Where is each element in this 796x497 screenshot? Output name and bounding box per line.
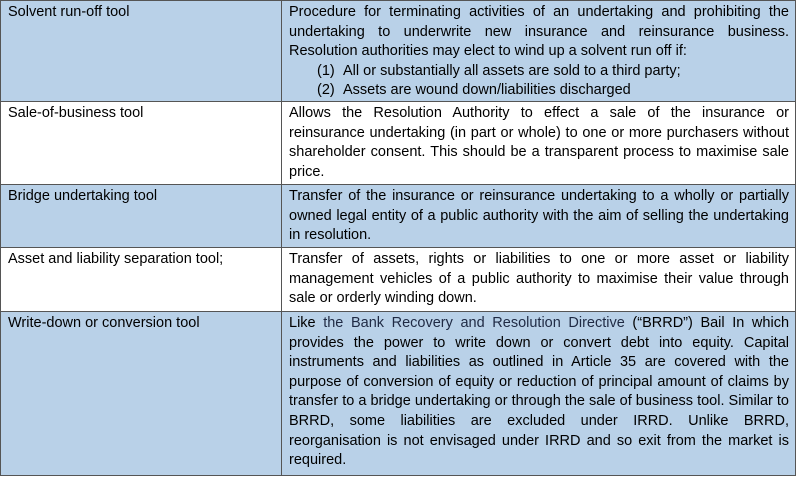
table-row <box>1 248 796 312</box>
table-row <box>1 102 796 185</box>
list-item-number: (2) <box>317 82 335 99</box>
table-row <box>1 1 796 102</box>
tool-name-cell: Write-down or conversion tool <box>1 312 282 476</box>
tool-description-cell: Allows the Resolution Authority to effect a sale of the insurance or reinsurance undertaking (in part or whole) to one or more purchasers without shareholder consent. This should be a transparent process to maximise sale price. <box>282 102 796 185</box>
list-item-text: Assets are wound down/liabilities discharged <box>343 82 631 99</box>
brrd-reference: the Bank Recovery and Resolution Directive <box>323 315 625 331</box>
list-item-text: All or substantially all assets are sold to a third party; <box>343 62 681 79</box>
description-prefix: Like <box>289 315 324 331</box>
tool-description-cell <box>282 1 796 102</box>
tool-description-cell <box>282 312 796 476</box>
table-row <box>1 312 796 476</box>
tool-description-cell: Transfer of assets, rights or liabilities to one or more asset or liability management vehicles of a public authority to maximise their value through sale or orderly winding down. <box>282 248 796 312</box>
description-rest: (“BRRD”) Bail In which provides the power to write down or convert debt into equity. Capital instruments and liabilities as outlined in Article 35 are covered with the purpose of conversion of equity or reduction of principal amount of claims by transfer to a bridge undertaking or through the sale of business tool. Similar to BRRD, some liabilities are excluded under IRRD. Unlike BRRD, reorganisation is not envisaged under IRRD and so exit from the market is required. <box>289 315 790 469</box>
tool-name-cell: Solvent run-off tool <box>1 1 282 102</box>
condition-list <box>289 62 789 101</box>
description-text: Procedure for terminating activities of an undertaking and prohibiting the undertaking to underwrite new insurance and reinsurance business. Resolution authorities may elect to wind up a solvent run off if: <box>289 4 789 60</box>
tool-name-cell: Bridge undertaking tool <box>1 185 282 248</box>
table-row <box>1 185 796 248</box>
list-item <box>317 62 789 82</box>
list-item <box>317 81 789 101</box>
tool-name-cell: Asset and liability separation tool; <box>1 248 282 312</box>
tool-name-cell: Sale-of-business tool <box>1 102 282 185</box>
tool-description-cell: Transfer of the insurance or reinsurance undertaking to a wholly or partially owned legal entity of a public authority with the aim of selling the undertaking in resolution. <box>282 185 796 248</box>
list-item-number: (1) <box>317 62 335 79</box>
